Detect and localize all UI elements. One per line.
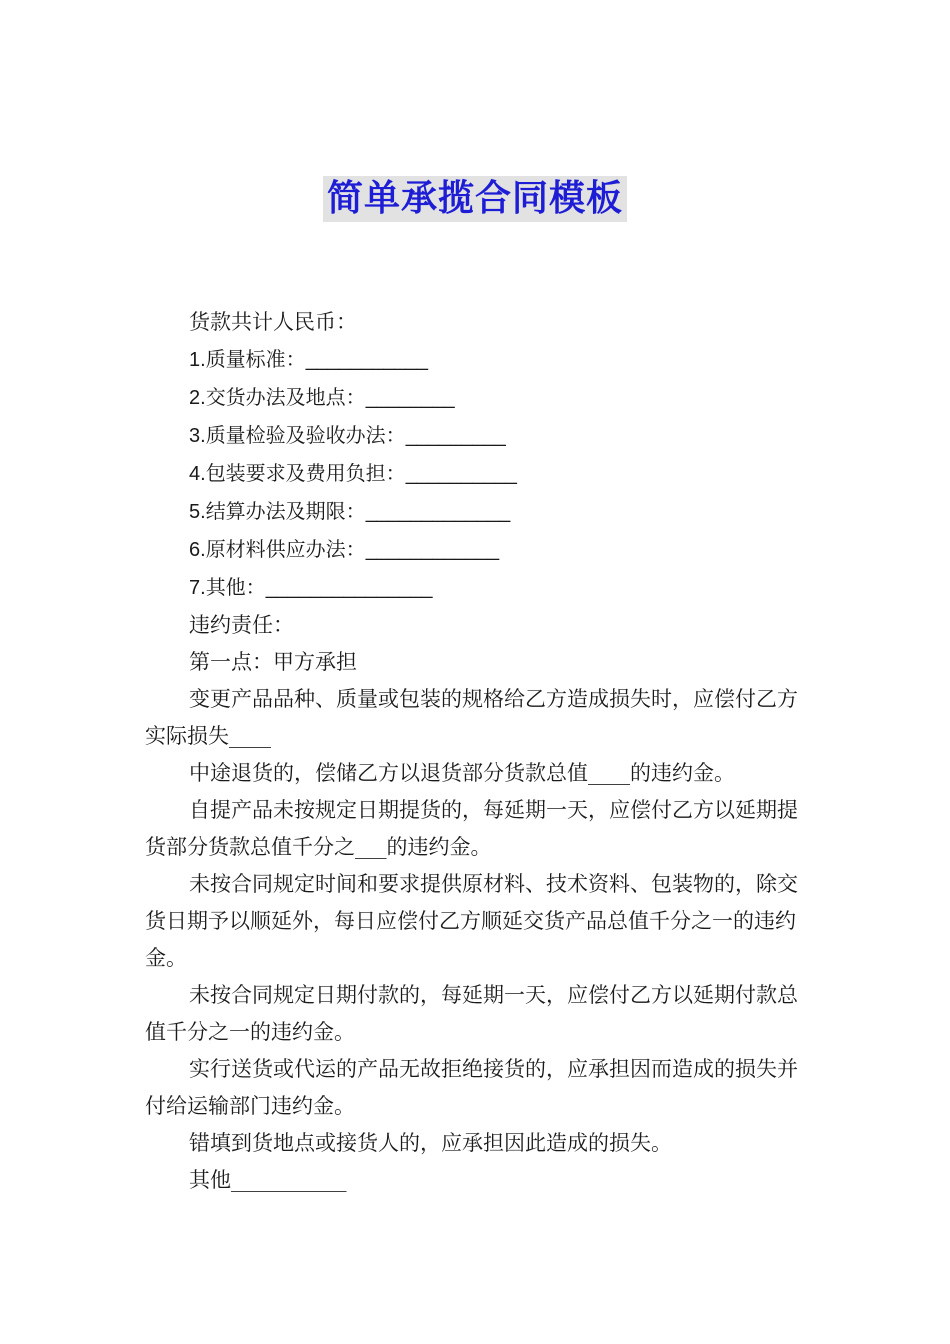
list-item [145,341,807,379]
list-item [145,531,807,569]
item-number: 7. [189,577,206,599]
item-label: 结算办法及期限： [205,499,366,523]
document-body [145,304,807,1199]
paragraph: 自提产品未按规定日期提货的，每延期一天，应偿付乙方以延期提货部分货款总值千分之___的违约金。 [145,798,798,859]
item-number: 2. [189,387,206,409]
item-number: 5. [189,501,206,523]
item-label: 交货办法及地点： [205,385,366,409]
paragraph: 未按合同规定日期付款的，每延期一天，应偿付乙方以延期付款总值千分之一的违约金。 [145,983,798,1044]
item-number: 4. [189,463,206,485]
paragraph: 未按合同规定时间和要求提供原材料、技术资料、包装物的，除交货日期予以顺延外，每日应偿付乙方顺延交货产品总值千分之一的违约金。 [145,872,798,970]
fill-blank: __________ [405,463,517,485]
list-item [145,379,807,417]
paragraph: 变更产品品种、质量或包装的规格给乙方造成损失时，应偿付乙方实际损失____ [145,687,798,748]
paragraph: 错填到货地点或接货人的，应承担因此造成的损失。 [189,1131,672,1155]
fill-blank: _________ [405,425,506,447]
fill-blank: ________ [365,387,455,409]
fill-blank: _______________ [265,577,433,599]
fill-blank: _____________ [365,501,511,523]
paragraph: 实行送货或代运的产品无故拒绝接货的，应承担因而造成的损失并付给运输部门违约金。 [145,1057,798,1118]
item-label: 质量检验及验收办法： [205,423,406,447]
item-label: 包装要求及费用负担： [205,461,406,485]
point-one-line: 第一点：甲方承担 [189,650,357,674]
item-number: 3. [189,425,206,447]
list-item [145,569,807,607]
item-label: 其他： [205,575,266,599]
breach-heading: 违约责任： [189,613,294,637]
fill-blank: ____________ [365,539,500,561]
item-number: 6. [189,539,206,561]
list-item [145,455,807,493]
title-block [0,176,950,222]
list-item [145,417,807,455]
list-item [145,493,807,531]
paragraph: 其他___________ [189,1168,347,1192]
item-number: 1. [189,349,206,371]
fill-blank: ___________ [305,349,429,371]
intro-line: 货款共计人民币： [189,310,357,334]
item-label: 原材料供应办法： [205,537,366,561]
document-title: 简单承揽合同模板 [323,176,627,222]
item-label: 质量标准： [205,347,306,371]
paragraph: 中途退货的，偿储乙方以退货部分货款总值____的违约金。 [189,761,735,785]
